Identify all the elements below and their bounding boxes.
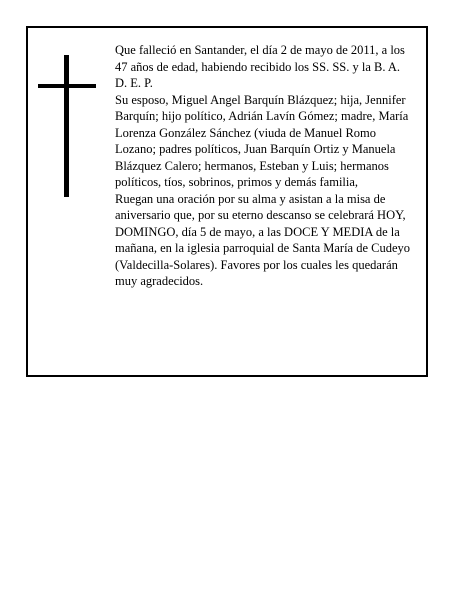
notice-family: Su esposo, Miguel Angel Barquín Blázquez; hija, Jennifer Barquín; hijo político, Adrián Lavín Gómez; madre, María Lorenza González Sánchez (viuda de Manuel Romo Lozano; padres políticos, Juan Barquín Ortiz y Manuela Blázquez Calero; hermanos, Esteban y Luis; hermanos políticos, tíos, sobrinos, primos y demás familia, bbox=[115, 92, 409, 189]
cross-horizontal-bar bbox=[38, 84, 96, 88]
obituary-notice bbox=[26, 26, 428, 377]
notice-intro: Que falleció en Santander, el día 2 de mayo de 2011, a los 47 años de edad, habiendo recibido los SS. SS. y la B. A. bbox=[115, 43, 405, 74]
cross-icon bbox=[38, 55, 96, 197]
notice-dep: D. E. P. bbox=[115, 76, 153, 90]
cross-vertical-bar bbox=[64, 55, 69, 197]
notice-request: Ruegan una oración por su alma y asistan a la misa de aniversario que, por su eterno descanso se celebrará HOY, DOMINGO, día 5 de mayo, a las DOCE Y MEDIA de la mañana, en la iglesia parroquial de Santa María de Cudeyo (Valdecilla-Solares). Favores por los cuales les quedarán muy agradecidos. bbox=[115, 191, 411, 288]
notice-text bbox=[115, 42, 419, 290]
